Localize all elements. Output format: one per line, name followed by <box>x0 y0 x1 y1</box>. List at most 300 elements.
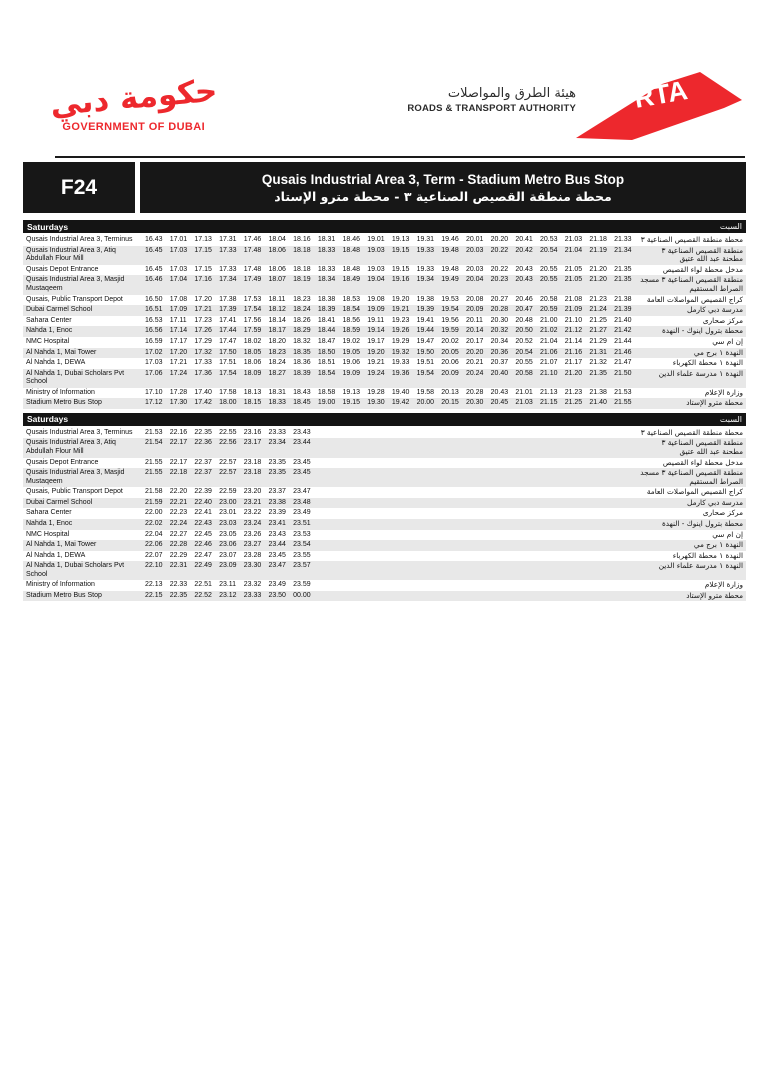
departure-times <box>145 247 639 255</box>
table-row <box>23 265 746 276</box>
stop-name-ar: مدخل محطة لواء القصيص <box>662 264 743 274</box>
time-cell: 20.37 <box>490 359 509 367</box>
stop-name-ar: النهدة ١ محطة الكهرباء <box>672 358 743 368</box>
departure-times <box>145 541 639 549</box>
time-cell: 17.15 <box>194 246 212 254</box>
time-cell: 19.46 <box>441 236 459 243</box>
time-cell: 19.29 <box>391 337 410 345</box>
time-cell: 20.59 <box>540 306 558 314</box>
time-cell: 20.14 <box>465 327 484 335</box>
time-cell: 21.27 <box>589 327 607 335</box>
time-cell: 20.43 <box>515 265 533 273</box>
stop-name-ar: النهدة ١ مدرسة علماء الدين <box>658 368 743 378</box>
time-cell: 20.54 <box>515 348 533 356</box>
time-cell: 20.17 <box>465 337 484 345</box>
time-cell: 20.52 <box>515 337 533 345</box>
time-cell: 18.44 <box>317 327 336 335</box>
time-cell: 23.07 <box>219 551 237 559</box>
time-cell: 23.01 <box>219 509 237 517</box>
time-cell: 18.35 <box>293 348 311 356</box>
time-cell: 21.05 <box>564 276 583 284</box>
time-cell: 17.48 <box>243 246 262 254</box>
stop-name-en: Nahda 1, Enoc <box>26 327 73 335</box>
time-cell: 23.18 <box>243 469 262 477</box>
stop-name-en: Al Nahda 1, Mai Tower <box>26 541 97 549</box>
time-cell: 17.20 <box>169 348 188 356</box>
route-title-box <box>140 162 746 213</box>
stop-name-ar: كراج القصيص المواصلات العامة <box>646 487 743 497</box>
time-cell: 16.59 <box>145 337 163 345</box>
departure-times <box>145 469 639 477</box>
time-cell: 19.48 <box>441 246 459 254</box>
time-cell: 18.18 <box>293 265 311 273</box>
time-cell: 21.35 <box>589 369 607 377</box>
stop-name-en: Sahara Center <box>26 509 72 517</box>
time-cell: 22.17 <box>169 439 188 447</box>
time-cell: 17.17 <box>169 337 188 345</box>
stop-name-en: Al Nahda 1, DEWA <box>26 551 86 559</box>
time-cell: 20.46 <box>515 295 533 303</box>
time-cell: 20.04 <box>465 276 484 284</box>
time-cell: 21.59 <box>145 498 163 506</box>
timetable-rows <box>23 235 746 409</box>
time-cell: 18.14 <box>268 316 286 324</box>
time-cell: 19.24 <box>367 369 385 377</box>
stop-name-ar: مركز صحارى <box>702 315 743 325</box>
time-cell: 17.09 <box>169 306 188 314</box>
time-cell: 20.06 <box>441 359 459 367</box>
table-row <box>23 468 746 487</box>
stop-name-ar: منطقة القصيص الصناعية ٣ مسجد الصراط المستقيم <box>640 275 743 293</box>
time-cell: 19.01 <box>367 236 385 243</box>
time-cell: 19.33 <box>416 246 435 254</box>
stop-name-ar: وزارة الإعلام <box>704 387 743 397</box>
time-cell: 21.55 <box>145 469 163 477</box>
time-cell: 17.29 <box>194 337 212 345</box>
time-cell: 22.00 <box>145 509 163 517</box>
time-cell: 19.28 <box>367 388 385 396</box>
time-cell: 18.33 <box>317 265 336 273</box>
time-cell: 22.16 <box>169 428 188 436</box>
time-cell: 23.45 <box>268 551 286 559</box>
time-cell: 19.15 <box>342 399 361 407</box>
time-cell: 16.45 <box>145 265 163 273</box>
table-row <box>23 561 746 580</box>
time-cell: 17.13 <box>194 236 212 243</box>
table-row <box>23 369 746 388</box>
time-cell: 23.03 <box>219 520 237 528</box>
table-row <box>23 580 746 591</box>
stop-name-en: Al Nahda 1, Dubai Scholars Pvt School <box>26 369 125 386</box>
time-cell: 19.04 <box>367 276 385 284</box>
departure-times <box>145 236 639 244</box>
time-cell: 18.02 <box>243 337 262 345</box>
departure-times <box>145 306 639 314</box>
time-cell: 22.24 <box>169 520 188 528</box>
rta-name-arabic: هيئة الطرق والمواصلات <box>447 86 576 101</box>
stop-name-ar: منطقة القصيص الصناعية ٣ مطحنة عبد الله عتيق <box>661 245 743 264</box>
time-cell: 23.34 <box>268 439 286 447</box>
time-cell: 16.50 <box>145 295 163 303</box>
time-cell: 19.20 <box>367 348 385 356</box>
time-cell: 19.39 <box>416 306 435 314</box>
time-cell: 17.24 <box>169 369 188 377</box>
time-cell: 19.58 <box>416 388 435 396</box>
time-cell: 18.56 <box>342 316 361 324</box>
time-cell: 20.24 <box>465 369 484 377</box>
time-cell: 21.04 <box>540 337 558 345</box>
time-cell: 21.32 <box>589 359 607 367</box>
time-cell: 23.45 <box>293 469 311 477</box>
departure-times <box>145 520 639 528</box>
time-cell: 19.51 <box>416 359 435 367</box>
time-cell: 18.48 <box>342 265 361 273</box>
time-cell: 23.47 <box>293 488 311 496</box>
timetable-rows <box>23 428 746 602</box>
time-cell: 20.48 <box>515 316 533 324</box>
stop-name-en: NMC Hospital <box>26 337 70 345</box>
time-cell: 22.13 <box>145 581 163 589</box>
stop-name-ar: النهدة ١ برج مي <box>693 540 743 550</box>
time-cell: 17.04 <box>169 276 188 284</box>
departure-times <box>145 592 639 600</box>
time-cell: 20.55 <box>540 276 558 284</box>
time-cell: 18.38 <box>317 295 336 303</box>
time-cell: 23.26 <box>243 530 262 538</box>
time-cell: 20.42 <box>515 246 533 254</box>
time-cell: 21.04 <box>564 246 583 254</box>
time-cell: 22.20 <box>169 488 188 496</box>
time-cell: 22.43 <box>194 520 212 528</box>
departure-times <box>145 552 639 560</box>
time-cell: 20.28 <box>490 306 509 314</box>
stop-name-ar: مدخل محطة لواء القصيص <box>662 457 743 467</box>
header-divider <box>55 156 745 158</box>
time-cell: 21.58 <box>145 488 163 496</box>
time-cell: 23.55 <box>293 551 311 559</box>
time-cell: 23.17 <box>243 439 262 447</box>
stop-name-en: Qusais Industrial Area 3, Terminus <box>26 236 133 243</box>
table-row <box>23 398 746 409</box>
time-cell: 21.23 <box>564 388 583 396</box>
time-cell: 23.12 <box>219 591 237 599</box>
time-cell: 23.16 <box>243 428 262 436</box>
time-cell: 23.48 <box>293 498 311 506</box>
time-cell: 23.50 <box>268 591 286 599</box>
time-cell: 20.28 <box>465 388 484 396</box>
table-row <box>23 487 746 498</box>
time-cell: 21.00 <box>540 316 558 324</box>
time-cell: 20.40 <box>490 369 509 377</box>
time-cell: 21.09 <box>564 306 583 314</box>
time-cell: 20.47 <box>515 306 533 314</box>
time-cell: 23.30 <box>243 562 262 570</box>
stop-name-en: Qusais Depot Entrance <box>26 458 99 466</box>
stop-name-en: Qusais Industrial Area 3, Terminus <box>26 428 133 436</box>
table-row <box>23 388 746 399</box>
time-cell: 20.54 <box>540 246 558 254</box>
time-cell: 20.22 <box>490 265 509 273</box>
time-cell: 21.18 <box>589 236 607 243</box>
time-cell: 21.07 <box>540 359 558 367</box>
time-cell: 18.50 <box>317 348 336 356</box>
time-cell: 22.45 <box>194 530 212 538</box>
departure-times <box>145 399 639 407</box>
time-cell: 23.35 <box>268 458 286 466</box>
time-cell: 17.10 <box>145 388 163 396</box>
time-cell: 19.08 <box>367 295 385 303</box>
time-cell: 20.03 <box>465 265 484 273</box>
departure-times <box>145 531 639 539</box>
time-cell: 19.59 <box>441 327 459 335</box>
time-cell: 19.13 <box>391 236 410 243</box>
time-cell: 19.40 <box>391 388 410 396</box>
time-cell: 18.33 <box>268 399 286 407</box>
time-cell: 17.33 <box>194 359 212 367</box>
time-cell: 22.49 <box>194 562 212 570</box>
table-row <box>23 246 746 265</box>
time-cell: 23.39 <box>268 509 286 517</box>
time-cell: 17.03 <box>169 246 188 254</box>
time-cell: 17.44 <box>219 327 237 335</box>
time-cell: 21.47 <box>614 359 632 367</box>
time-cell: 17.59 <box>243 327 262 335</box>
time-cell: 18.43 <box>293 388 311 396</box>
time-cell: 21.10 <box>540 369 558 377</box>
time-cell: 23.51 <box>293 520 311 528</box>
time-cell: 23.35 <box>268 469 286 477</box>
time-cell: 22.07 <box>145 551 163 559</box>
day-header-bar <box>23 220 746 233</box>
time-cell: 21.12 <box>564 327 583 335</box>
time-cell: 19.44 <box>416 327 435 335</box>
table-row <box>23 295 746 306</box>
time-cell: 20.41 <box>515 236 533 243</box>
stop-name-en: Ministry of Information <box>26 581 95 589</box>
time-cell: 21.17 <box>564 359 583 367</box>
time-cell: 20.43 <box>515 276 533 284</box>
time-cell: 18.06 <box>268 246 286 254</box>
departure-times <box>145 276 639 284</box>
time-cell: 18.32 <box>293 337 311 345</box>
time-cell: 21.35 <box>614 265 632 273</box>
time-cell: 23.45 <box>293 458 311 466</box>
time-cell: 17.33 <box>219 265 237 273</box>
time-cell: 22.27 <box>169 530 188 538</box>
time-cell: 17.02 <box>145 348 163 356</box>
time-cell: 17.31 <box>219 236 237 243</box>
time-cell: 21.54 <box>145 439 163 447</box>
stop-name-ar: منطقة القصيص الصناعية ٣ مطحنة عبد الله عتيق <box>661 438 743 456</box>
time-cell: 18.48 <box>342 246 361 254</box>
departure-times <box>145 349 639 357</box>
time-cell: 17.47 <box>219 337 237 345</box>
time-cell: 18.05 <box>243 348 262 356</box>
time-cell: 17.33 <box>219 246 237 254</box>
stop-name-ar: النهدة ١ مدرسة علماء الدين <box>658 561 743 571</box>
table-row <box>23 591 746 602</box>
time-cell: 17.15 <box>194 265 212 273</box>
time-cell: 19.16 <box>391 276 410 284</box>
page-header <box>0 0 768 158</box>
time-cell: 19.41 <box>416 316 435 324</box>
time-cell: 19.21 <box>391 306 410 314</box>
time-cell: 20.34 <box>490 337 509 345</box>
time-cell: 22.21 <box>169 498 188 506</box>
table-row <box>23 498 746 509</box>
time-cell: 21.33 <box>614 236 632 243</box>
table-row <box>23 428 746 439</box>
time-cell: 17.12 <box>145 399 163 407</box>
time-cell: 18.09 <box>243 369 262 377</box>
time-cell: 23.44 <box>293 439 311 447</box>
time-cell: 17.49 <box>243 276 262 284</box>
time-cell: 22.46 <box>194 541 212 549</box>
time-cell: 20.30 <box>490 316 509 324</box>
stop-name-ar: محطة مترو الإستاد <box>686 398 743 408</box>
stop-name-en: Qusais Depot Entrance <box>26 265 99 273</box>
time-cell: 18.54 <box>317 369 336 377</box>
time-cell: 18.23 <box>293 295 311 303</box>
time-cell: 19.32 <box>391 348 410 356</box>
time-cell: 20.02 <box>441 337 459 345</box>
time-cell: 17.14 <box>169 327 188 335</box>
time-cell: 18.59 <box>342 327 361 335</box>
time-cell: 18.04 <box>268 236 286 243</box>
time-cell: 22.47 <box>194 551 212 559</box>
time-cell: 21.38 <box>614 295 632 303</box>
time-cell: 22.04 <box>145 530 163 538</box>
time-cell: 21.29 <box>589 337 607 345</box>
time-cell: 20.05 <box>441 348 459 356</box>
time-cell: 19.26 <box>391 327 410 335</box>
time-cell: 20.30 <box>465 399 484 407</box>
time-cell: 20.13 <box>441 388 459 396</box>
time-cell: 19.47 <box>416 337 435 345</box>
time-cell: 19.15 <box>391 265 410 273</box>
time-cell: 21.25 <box>564 399 583 407</box>
table-row <box>23 540 746 551</box>
time-cell: 17.53 <box>243 295 262 303</box>
time-cell: 19.02 <box>342 337 361 345</box>
time-cell: 19.56 <box>441 316 459 324</box>
time-cell: 18.33 <box>317 246 336 254</box>
time-cell: 18.58 <box>317 388 336 396</box>
day-label-english: Saturdays <box>27 414 69 425</box>
time-cell: 23.00 <box>219 498 237 506</box>
time-cell: 22.29 <box>169 551 188 559</box>
time-cell: 17.03 <box>169 265 188 273</box>
time-cell: 22.56 <box>219 439 237 447</box>
time-cell: 18.26 <box>293 316 311 324</box>
time-cell: 23.05 <box>219 530 237 538</box>
route-number-badge: F24 <box>23 162 135 213</box>
stop-name-ar: كراج القصيص المواصلات العامة <box>646 294 743 304</box>
time-cell: 21.06 <box>540 348 558 356</box>
day-label-arabic: السبت <box>719 414 742 424</box>
time-cell: 17.36 <box>194 369 212 377</box>
time-cell: 22.15 <box>145 591 163 599</box>
time-cell: 18.07 <box>268 276 286 284</box>
time-cell: 19.09 <box>367 306 385 314</box>
time-cell: 23.57 <box>293 562 311 570</box>
day-label-english: Saturdays <box>27 221 69 232</box>
stop-name-en: Al Nahda 1, Mai Tower <box>26 348 97 356</box>
stop-name-ar: منطقة القصيص الصناعية ٣ مسجد الصراط المستقيم <box>640 468 743 486</box>
time-cell: 22.37 <box>194 469 212 477</box>
time-cell: 18.06 <box>243 359 262 367</box>
time-cell: 19.13 <box>342 388 361 396</box>
time-cell: 20.23 <box>490 276 509 284</box>
time-cell: 20.20 <box>465 348 484 356</box>
time-cell: 21.42 <box>614 327 632 335</box>
stop-name-ar: محطة منطقة القصيص الصناعية ٣ <box>640 427 743 437</box>
time-cell: 19.53 <box>441 295 459 303</box>
stop-name-ar: مدرسة دبي كارمل <box>687 305 743 315</box>
table-row <box>23 275 746 294</box>
time-cell: 21.25 <box>589 316 607 324</box>
time-cell: 17.30 <box>169 399 188 407</box>
rta-authority-text <box>407 86 576 114</box>
time-cell: 18.18 <box>293 246 311 254</box>
time-cell: 22.23 <box>169 509 188 517</box>
stop-name-en: Qusais Industrial Area 3, Masjid Mustaqeem <box>26 469 125 485</box>
time-cell: 19.50 <box>416 348 435 356</box>
time-cell: 21.20 <box>589 276 607 284</box>
time-cell: 18.36 <box>293 359 311 367</box>
time-cell: 19.54 <box>416 369 435 377</box>
stop-name-ar: مدرسة دبي كارمل <box>687 497 743 507</box>
stop-name-en: Nahda 1, Enoc <box>26 520 73 528</box>
departure-times <box>145 488 639 496</box>
table-row <box>23 458 746 469</box>
stop-name-en: Qusais Industrial Area 3, Atiq Abdullah Flour Mill <box>26 246 116 262</box>
time-cell: 22.41 <box>194 509 212 517</box>
time-cell: 21.05 <box>564 265 583 273</box>
time-cell: 22.52 <box>194 591 212 599</box>
time-cell: 18.45 <box>293 399 311 407</box>
time-cell: 23.20 <box>243 488 262 496</box>
time-cell: 18.41 <box>317 316 336 324</box>
time-cell: 23.41 <box>268 520 286 528</box>
time-cell: 17.03 <box>145 359 163 367</box>
table-row <box>23 326 746 337</box>
stop-name-en: Stadium Metro Bus Stop <box>26 591 102 599</box>
time-cell: 18.24 <box>293 306 311 314</box>
time-cell: 19.06 <box>342 359 361 367</box>
time-cell: 18.54 <box>342 306 361 314</box>
time-cell: 17.41 <box>219 316 237 324</box>
stop-name-ar: مركز صحارى <box>702 508 743 518</box>
time-cell: 20.15 <box>441 399 459 407</box>
time-cell: 23.09 <box>219 562 237 570</box>
time-cell: 19.30 <box>367 399 385 407</box>
route-title-arabic: محطة منطقة القصيص الصناعية ٣ - محطة مترو الإستاد <box>274 188 612 204</box>
day-header-bar <box>23 413 746 426</box>
time-cell: 19.54 <box>441 306 459 314</box>
time-cell: 20.32 <box>490 327 509 335</box>
stop-name-ar: محطة بترول اينوك - النهدة <box>661 519 743 529</box>
time-cell: 20.43 <box>490 388 509 396</box>
time-cell: 18.39 <box>293 369 311 377</box>
time-cell: 18.39 <box>317 306 336 314</box>
time-cell: 21.13 <box>540 388 558 396</box>
time-cell: 17.50 <box>219 348 237 356</box>
table-row <box>23 337 746 348</box>
time-cell: 20.08 <box>465 295 484 303</box>
time-cell: 22.28 <box>169 541 188 549</box>
time-cell: 23.18 <box>243 458 262 466</box>
